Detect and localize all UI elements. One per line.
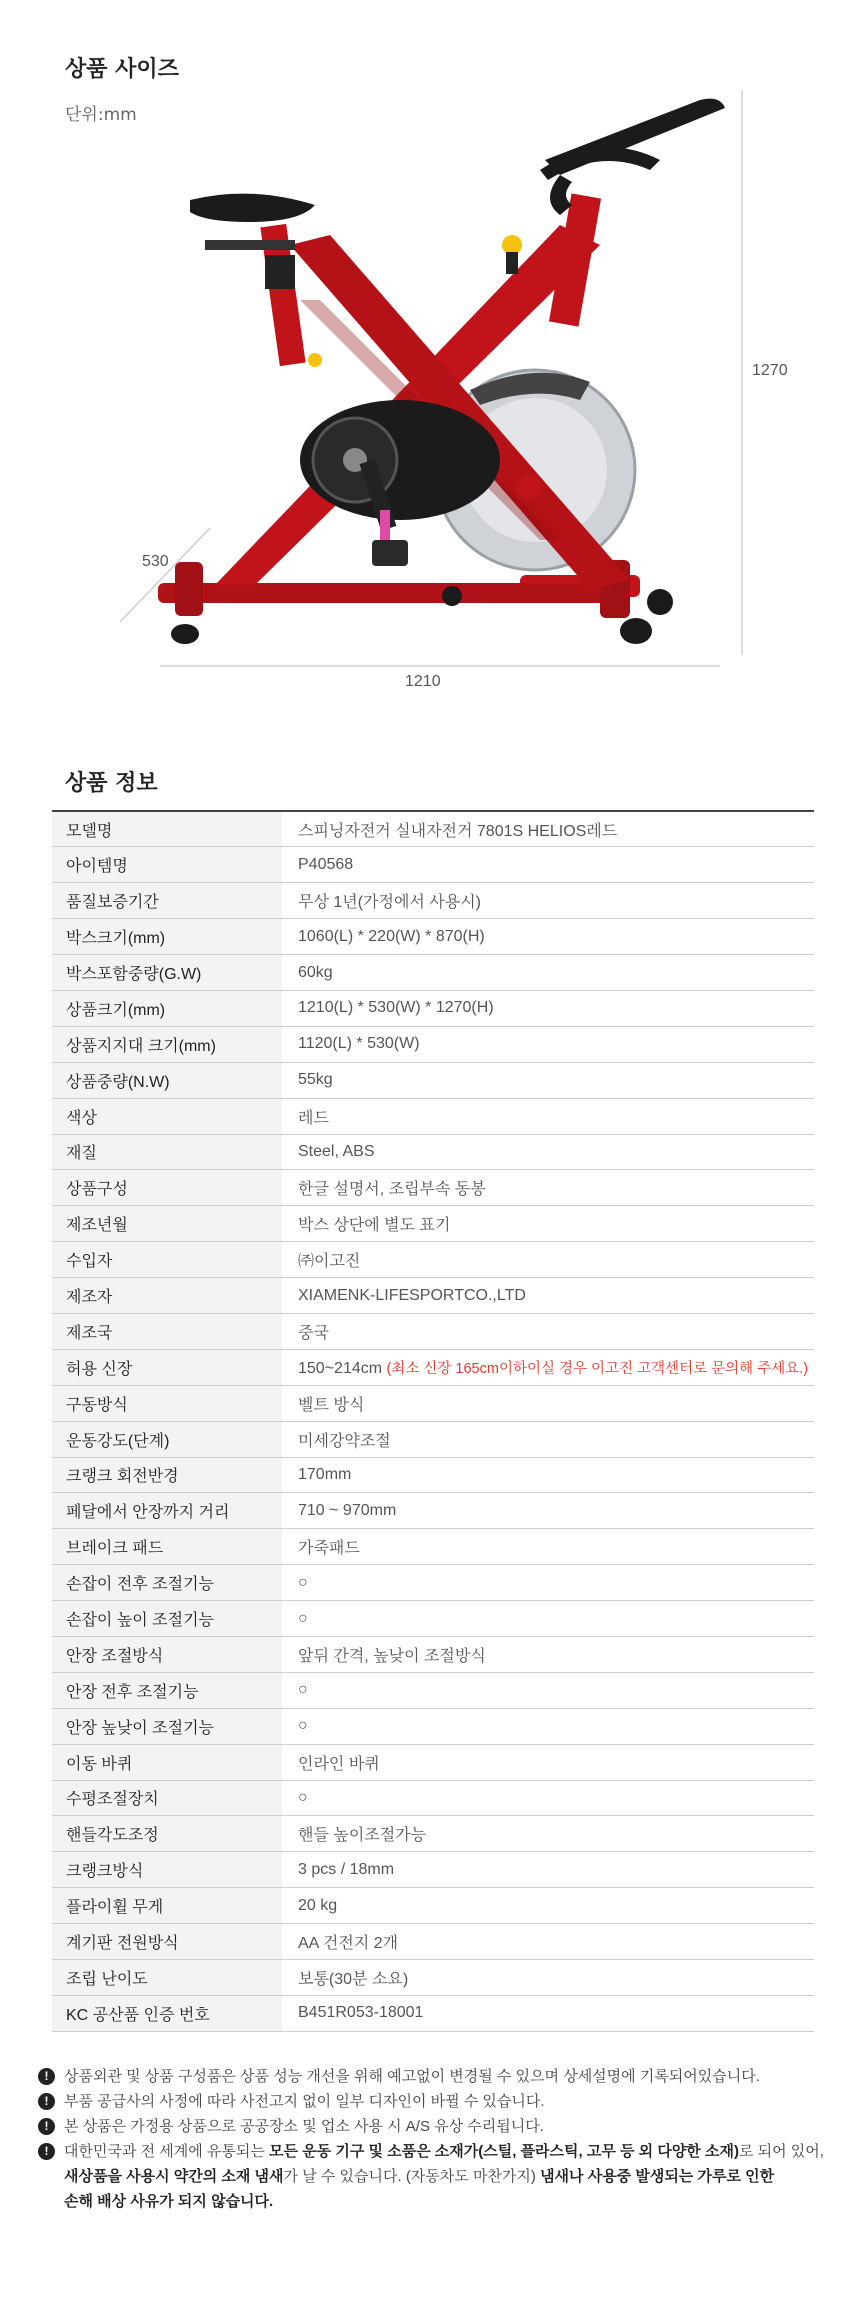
spec-key: 안장 전후 조절기능 [52,1672,282,1708]
pedal [372,540,408,566]
exclamation-icon: ! [38,2118,55,2135]
unit-label: 단위:mm [65,105,137,125]
spec-value-cell [282,1349,814,1385]
spec-row [52,1421,814,1457]
note-bold: 새상품을 사용시 약간의 소재 냄새 [64,2168,284,2185]
spec-row [52,1708,814,1744]
spec-value: P40568 [298,855,354,873]
exclamation-icon: ! [38,2068,55,2085]
spec-row [52,990,814,1026]
spec-value: 앞뒤 간격, 높낮이 조절방식 [298,1647,486,1665]
spec-value: 중국 [298,1324,329,1342]
spec-row [52,1672,814,1708]
spec-value: 벨트 방식 [298,1396,365,1414]
spec-key: 플라이휠 무게 [52,1888,282,1924]
spec-row [52,1098,814,1134]
rear-left-foot [171,624,199,644]
spec-value-cell [282,1565,814,1601]
spec-key: 제조국 [52,1313,282,1349]
spec-row [52,1816,814,1852]
height-dimension-label: 1270 [752,362,788,379]
spec-row [52,1960,814,1996]
spec-value: ○ [298,1788,308,1806]
spec-value-cell [282,811,814,847]
spec-key: 모델명 [52,811,282,847]
spec-value-cell [282,1924,814,1960]
spec-key: 브레이크 패드 [52,1529,282,1565]
spec-value: 60kg [298,963,333,981]
spec-key: 페달에서 안장까지 거리 [52,1493,282,1529]
spec-value-cell [282,1062,814,1098]
spec-value: 710 ~ 970mm [298,1501,397,1519]
exclamation-icon: ! [38,2143,55,2160]
product-size-section [0,0,860,720]
spec-value-cell [282,1744,814,1780]
spec-value-cell [282,1816,814,1852]
spec-key: 수평조절장치 [52,1780,282,1816]
spec-value-cell [282,1995,814,2031]
spec-key: 품질보증기간 [52,883,282,919]
spec-row [52,1924,814,1960]
spec-value-cell [282,919,814,955]
side-base-bar [175,562,203,616]
spec-value: 레드 [298,1109,329,1127]
spec-row [52,1170,814,1206]
spec-value: ○ [298,1681,308,1699]
spec-value-cell [282,1242,814,1278]
note-item [38,2114,838,2139]
depth-dimension-label: 530 [142,553,169,570]
spec-row [52,1134,814,1170]
spec-value: 박스 상단에 별도 표기 [298,1217,451,1235]
note-text: 상품외관 및 상품 구성품은 상품 성능 개선을 위해 예고없이 변경될 수 있으며 상세설명에 기록되어있습니다. [64,2068,760,2085]
spec-key: 조립 난이도 [52,1960,282,1996]
front-foot [620,618,652,644]
spec-key: KC 공산품 인증 번호 [52,1995,282,2031]
spec-row [52,1888,814,1924]
spec-value-cell [282,1385,814,1421]
spec-row [52,1565,814,1601]
notes-section [38,2064,838,2214]
spec-key: 박스포함중량(G.W) [52,955,282,991]
pedal-strap [380,510,390,540]
note-item [38,2064,838,2089]
spec-row [52,1457,814,1493]
spec-row [52,919,814,955]
width-dimension-label: 1210 [405,673,441,690]
spec-value: 인라인 바퀴 [298,1755,380,1773]
spec-key: 재질 [52,1134,282,1170]
rear-base-bar [158,583,618,603]
note-bold: 손해 배상 사유가 되지 않습니다. [64,2193,274,2210]
note-text: 대한민국과 전 세계에 유통되는 [64,2143,270,2160]
spec-value: XIAMENK-LIFESPORTCO.,LTD [298,1286,526,1304]
spec-value-cell [282,1852,814,1888]
spec-key: 손잡이 전후 조절기능 [52,1565,282,1601]
spec-value-cell [282,847,814,883]
spec-row [52,1278,814,1314]
bike-illustration [0,0,860,720]
front-right-wheel [647,589,673,615]
spec-warning-note: (최소 신장 165cm이하이실 경우 이고진 고객센터로 문의해 주세요.) [386,1360,809,1377]
spec-value: 3 pcs / 18mm [298,1860,395,1878]
spec-value: 1120(L) * 530(W) [298,1035,420,1053]
spec-value-cell [282,1960,814,1996]
spec-key: 안장 높낮이 조절기능 [52,1708,282,1744]
rear-right-wheel [442,586,462,606]
spec-value: 스피닝자전거 실내자전거 7801S HELIOS레드 [298,822,618,840]
spec-value: 보통(30분 소요) [298,1970,409,1988]
spec-key: 허용 신장 [52,1349,282,1385]
spec-key: 이동 바퀴 [52,1744,282,1780]
spec-key: 제조년월 [52,1206,282,1242]
spec-row [52,1313,814,1349]
note-text: 로 되어 있어, [738,2143,824,2160]
spec-value: 가죽패드 [298,1540,360,1558]
spec-row [52,883,814,919]
note-bold: 냄새나 사용중 발생되는 가루로 인한 [540,2168,775,2185]
spec-row [52,1385,814,1421]
spec-value-cell [282,1672,814,1708]
spec-value-cell [282,1529,814,1565]
note-bold: 모든 운동 기구 및 소품은 소재가(스틸, 플라스틱, 고무 등 외 다양한 소재) [269,2143,739,2160]
spec-row [52,1242,814,1278]
spec-row [52,1744,814,1780]
spec-value-cell [282,1636,814,1672]
note-item [38,2089,838,2114]
spec-key: 안장 조절방식 [52,1636,282,1672]
spec-row [52,1780,814,1816]
spec-row [52,847,814,883]
spec-value-cell [282,1206,814,1242]
spec-row [52,1529,814,1565]
spec-value: 핸들 높이조절가능 [298,1827,427,1845]
spec-key: 구동방식 [52,1385,282,1421]
saddle [190,194,315,222]
spec-key: 운동강도(단계) [52,1421,282,1457]
spec-value: 미세강약조절 [298,1432,391,1450]
spec-value-cell [282,1493,814,1529]
spec-key: 아이템명 [52,847,282,883]
note-text: 부품 공급사의 사정에 따라 사전고지 없이 일부 디자인이 바뀔 수 있습니다. [64,2093,545,2110]
note-text: 본 상품은 가정용 상품으로 공공장소 및 업소 사용 시 A/S 유상 수리됩니다. [64,2118,544,2135]
spec-value: 무상 1년(가정에서 사용시) [298,894,482,912]
spec-value-cell [282,1780,814,1816]
spec-value: 170mm [298,1465,352,1483]
spec-row [52,1493,814,1529]
spec-value: ㈜이고진 [298,1253,361,1271]
size-section-title: 상품 사이즈 [65,57,179,82]
spec-row [52,1062,814,1098]
spec-value-cell [282,883,814,919]
spec-key: 계기판 전원방식 [52,1924,282,1960]
spec-value-cell [282,1601,814,1637]
spec-value: ○ [298,1717,308,1735]
spec-key: 색상 [52,1098,282,1134]
spec-value: 1210(L) * 530(W) * 1270(H) [298,999,494,1017]
spec-value-cell [282,1421,814,1457]
spec-value: 20 kg [298,1896,338,1914]
spec-value: B451R053-18001 [298,2004,424,2022]
spec-row [52,1852,814,1888]
spec-value-cell [282,1708,814,1744]
spec-key: 수입자 [52,1242,282,1278]
spec-value-cell [282,1888,814,1924]
spec-row [52,1026,814,1062]
spec-value: ○ [298,1573,308,1591]
spec-row [52,1601,814,1637]
spec-value: 1060(L) * 220(W) * 870(H) [298,927,485,945]
spec-key: 크랭크방식 [52,1852,282,1888]
spec-value-cell [282,1134,814,1170]
spec-key: 상품중량(N.W) [52,1062,282,1098]
spec-value-cell [282,1313,814,1349]
exclamation-icon: ! [38,2093,55,2110]
spec-key: 핸들각도조정 [52,1816,282,1852]
spec-value: AA 건전지 2개 [298,1935,399,1953]
spec-value: 55kg [298,1071,333,1089]
spec-key: 박스크기(mm) [52,919,282,955]
spec-value: Steel, ABS [298,1142,375,1160]
spec-value-cell [282,1026,814,1062]
spec-key: 제조자 [52,1278,282,1314]
spec-row [52,1206,814,1242]
note-item [38,2139,838,2214]
spec-row [52,1349,814,1385]
spec-row [52,955,814,991]
spec-value-cell [282,1278,814,1314]
spec-value: ○ [298,1609,308,1627]
spec-table [52,810,814,2032]
spec-key: 상품지지대 크기(mm) [52,1026,282,1062]
spec-value: 한글 설명서, 조립부속 동봉 [298,1181,486,1199]
spec-value: 150~214cm [298,1359,383,1377]
spec-key: 손잡이 높이 조절기능 [52,1601,282,1637]
info-section-title: 상품 정보 [65,771,158,796]
spec-key: 상품크기(mm) [52,990,282,1026]
spec-row [52,1995,814,2031]
spec-value-cell [282,990,814,1026]
spec-row [52,811,814,847]
spec-row [52,1636,814,1672]
note-text: 가 날 수 있습니다. (자동차도 마찬가지) [283,2168,541,2185]
spec-key: 크랭크 회전반경 [52,1457,282,1493]
spec-value-cell [282,1098,814,1134]
spec-value-cell [282,1457,814,1493]
spec-key: 상품구성 [52,1170,282,1206]
spec-value-cell [282,955,814,991]
spec-value-cell [282,1170,814,1206]
